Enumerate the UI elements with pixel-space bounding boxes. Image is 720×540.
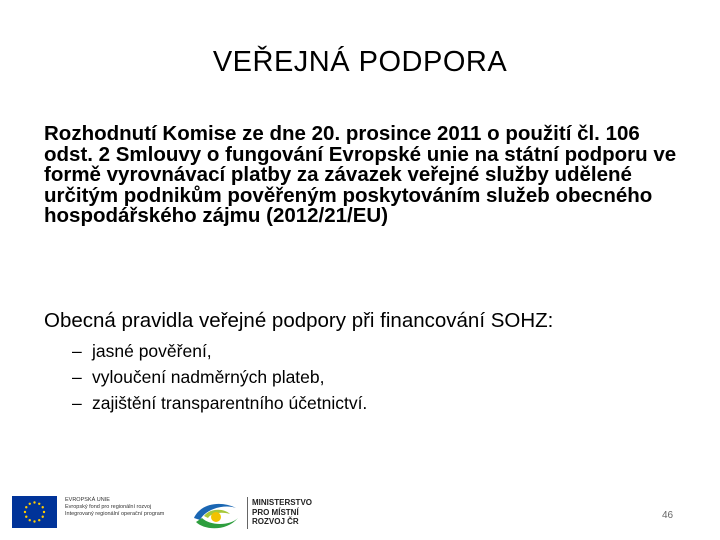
ministry-line: ROZVOJ ČR [252,517,299,526]
eu-star [25,506,27,508]
eu-star [38,519,40,521]
ministry-line: PRO MÍSTNÍ [252,507,299,517]
eu-flag-icon [12,496,57,528]
eu-star [33,501,35,503]
decision-text: Rozhodnutí Komise ze dne 20. prosince 2011 o použití čl. 106 odst. 2 Smlouvy o fungování Evropské unie na státní podporu ve formě vyrovnávací platby za závazek veřejné služby udělené určitým podnikům pověřeným poskytováním služeb obecného hospodářského zájmu (2012/21/EU) [44,122,677,227]
rules-heading: Obecná pravidla veřejné podpory při financování SOHZ: [44,309,554,332]
eu-star [29,519,31,521]
rules-list [72,338,367,416]
eu-star [25,516,27,518]
eu-star [42,506,44,508]
ministry-logo-icon [190,494,242,534]
list-dash: – [72,341,82,361]
list-item-text: zajištění transparentního účetnictví. [92,393,368,413]
eu-line: EVROPSKÁ UNIE [65,497,110,503]
list-dash: – [72,393,82,413]
eu-star [33,520,35,522]
footer [0,488,720,540]
list-item-text: jasné pověření, [92,341,212,361]
list-item-text: vyloučení nadměrných plateb, [92,367,325,387]
list-dash: – [72,367,82,387]
eu-line: Evropský fond pro regionální rozvoj [65,504,152,510]
eu-star [29,503,31,505]
eu-line: Integrovaný regionální operační program [65,511,165,517]
eu-star [42,516,44,518]
list-item [72,390,367,416]
eu-star [43,511,45,513]
ministry-line: MINISTERSTVO [252,498,313,507]
list-item [72,338,367,364]
eu-star [38,503,40,505]
list-item [72,364,367,390]
eu-star [24,511,26,513]
page-number: 46 [662,510,674,521]
eu-program-text [65,497,185,518]
ministry-name [252,498,312,527]
footer-divider [247,497,248,529]
slide-title: VEŘEJNÁ PODPORA [212,46,508,78]
